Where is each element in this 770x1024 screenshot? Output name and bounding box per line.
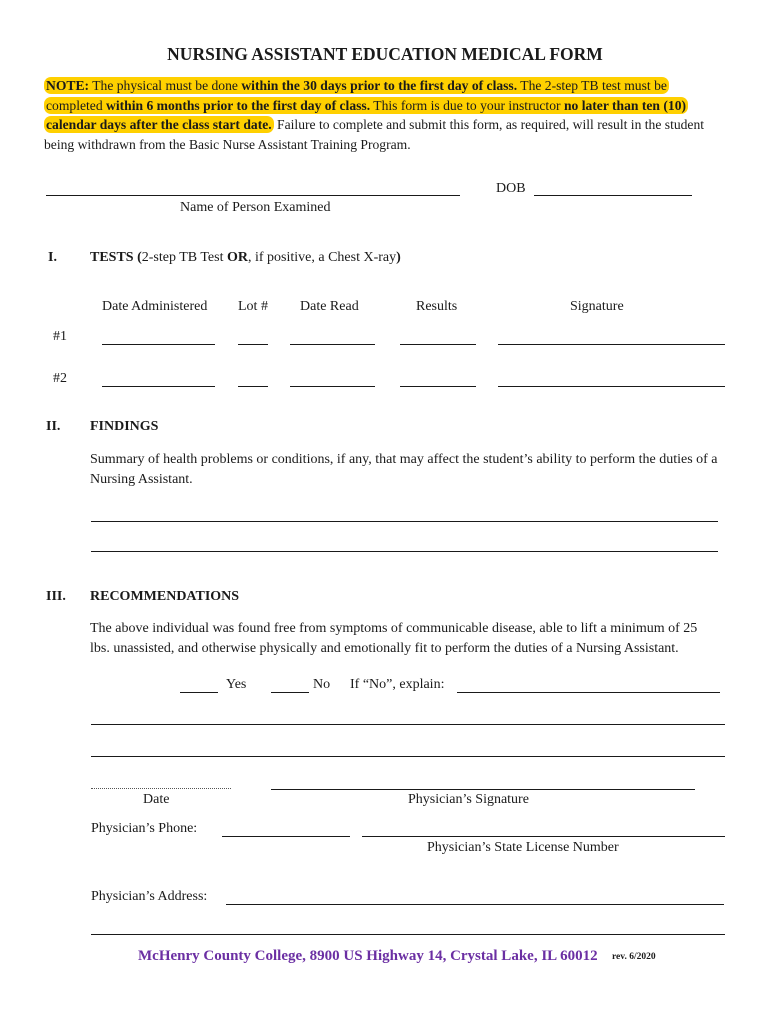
row1-date-read-field[interactable] (290, 344, 375, 345)
yes-label: Yes (226, 677, 247, 692)
college-address-footer: McHenry County College, 8900 US Highway 14, Crystal Lake, IL 60012 (138, 948, 598, 964)
col-lot: Lot # (238, 299, 268, 314)
row1-lot-field[interactable] (238, 344, 268, 345)
physician-address-field[interactable] (226, 904, 724, 905)
col-results: Results (416, 299, 458, 314)
row1-results-field[interactable] (400, 344, 476, 345)
row2-date-read-field[interactable] (290, 386, 375, 387)
physician-signature-field[interactable] (271, 789, 695, 790)
recommendations-heading: RECOMMENDATIONS (90, 589, 240, 604)
tests-heading-text-2: , if positive, a Chest X-ray (247, 250, 397, 265)
explain-line-3[interactable] (91, 756, 725, 757)
physician-address-label: Physician’s Address: (91, 889, 208, 904)
row1-date-administered-field[interactable] (102, 344, 215, 345)
note-text-4: Failure to complete and submit this form, as required, will result in the student being withdrawn from the Basic Nurse Assistant Training Program. (44, 117, 705, 152)
name-label: Name of Person Examined (180, 200, 331, 215)
row2-date-administered-field[interactable] (102, 386, 215, 387)
dob-field[interactable] (534, 195, 692, 196)
row1-signature-field[interactable] (498, 344, 725, 345)
tests-heading-close: ) (396, 250, 401, 265)
test-row-2-label: #2 (53, 371, 67, 386)
note-bold-2: within 6 months prior to the first day of class. (106, 97, 371, 113)
physician-phone-field[interactable] (222, 836, 350, 837)
tests-heading-bold: TESTS ( (90, 250, 142, 265)
license-number-label: Physician’s State License Number (427, 840, 619, 855)
note-paragraph (44, 76, 724, 154)
physician-address-line-2[interactable] (91, 934, 725, 935)
name-field[interactable] (46, 195, 460, 196)
section-iii-numeral: III. (46, 589, 66, 604)
license-number-field[interactable] (362, 836, 725, 837)
col-date-read: Date Read (300, 299, 359, 314)
note-bold-3: no later than ten (10) calendar days after the class start date. (46, 97, 687, 132)
dob-label: DOB (496, 181, 526, 196)
col-signature: Signature (570, 299, 624, 314)
section-ii-numeral: II. (46, 419, 61, 434)
note-text-2: The 2-step TB test must be completed (46, 78, 667, 113)
no-label: No (313, 677, 331, 692)
physician-signature-label: Physician’s Signature (408, 792, 529, 807)
date-field[interactable] (91, 788, 231, 789)
note-text-3: This form is due to your instructor (370, 97, 564, 113)
test-row-1-label: #1 (53, 329, 67, 344)
yes-field[interactable] (180, 692, 218, 693)
findings-line-2[interactable] (91, 551, 718, 552)
findings-text: Summary of health problems or conditions, if any, that may affect the student’s ability to perform the duties of a Nursing Assistant. (90, 452, 718, 487)
no-field[interactable] (271, 692, 309, 693)
tests-heading (90, 250, 401, 266)
row2-lot-field[interactable] (238, 386, 268, 387)
explain-label: If “No”, explain: (350, 677, 445, 692)
row2-results-field[interactable] (400, 386, 476, 387)
recommendations-text: The above individual was found free from symptoms of communicable disease, able to lift a minimum of 25 lbs. unassisted, and otherwise physically and emotionally fit to perform the duties of a Nursing Assistant. (90, 621, 698, 656)
form-title: NURSING ASSISTANT EDUCATION MEDICAL FORM (167, 44, 603, 64)
section-i-numeral: I. (48, 250, 57, 265)
tests-heading-or: OR (226, 250, 248, 265)
physician-phone-label: Physician’s Phone: (91, 821, 198, 836)
tests-heading-text-1: 2-step TB Test (141, 250, 227, 265)
date-label: Date (143, 792, 170, 807)
revision-date: rev. 6/2020 (612, 952, 656, 962)
col-date-administered: Date Administered (102, 299, 208, 314)
findings-line-1[interactable] (91, 521, 718, 522)
explain-field[interactable] (457, 692, 720, 693)
row2-signature-field[interactable] (498, 386, 725, 387)
findings-heading: FINDINGS (90, 419, 159, 434)
note-bold-1: within the 30 days prior to the first day of class. (241, 78, 518, 93)
explain-line-2[interactable] (91, 724, 725, 725)
note-text-1: The physical must be done (89, 78, 242, 93)
note-label: NOTE: (46, 78, 90, 93)
